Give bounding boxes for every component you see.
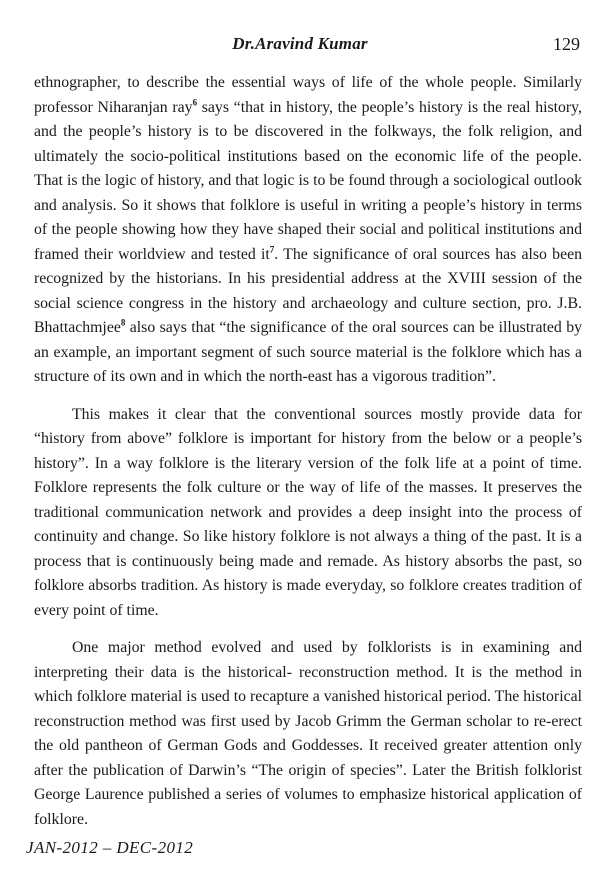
text-segment: also says that “the significance of the oral sources can be illustrated by an example, an important segment of such source material is the folklore which has a structure of its own and in which the north-east has a vigorous tradition”. bbox=[34, 319, 582, 385]
paragraph-3 bbox=[34, 636, 582, 832]
footnote-ref-7: 7 bbox=[269, 244, 275, 255]
footer-date-range: JAN-2012 – DEC-2012 bbox=[26, 838, 194, 857]
footnote-ref-6: 6 bbox=[192, 97, 198, 108]
text-segment: says “that in history, the people’s history is the real history, and the people’s history is to be discovered in the folkways, the folk religion, and ultimately the socio-political institutions based on the economic life of the people. That is the logic of history, and that logic is to be found through a sociological outlook and analysis. So it shows that folklore is useful in writing a people’s history in terms of the people showing how they have shaped their social and political institutions and framed their worldview and tested it bbox=[34, 98, 583, 263]
text-segment: ethnographer, to describe the essential ways of life of the whole people. Similarly professor Niharanjan ray bbox=[34, 74, 582, 116]
author-name: Dr.Aravind Kumar bbox=[232, 34, 368, 53]
page-number: 129 bbox=[553, 34, 580, 54]
text-segment: One major method evolved and used by folklorists is in examining and interpreting their data is the historical- reconstruction method. It is the method in which folklore material is used to recapture a vanished historical period. The historical reconstruction method was first used by Jacob Grimm the German scholar to re-erect the old pantheon of German Gods and Goddesses. It received greater attention only after the publication of Darwin’s “The origin of species”. Later the British folklorist George Laurence published a series of volumes to emphasize historical application of folklore. bbox=[34, 639, 582, 828]
footnote-ref-8: 8 bbox=[120, 317, 126, 328]
text-segment: . The significance of oral sources has also been recognized by the historians. In his presidential address at the XVIII session of the social science congress in the history and archaeology and culture section, pro. J.B. Bhattachmjee bbox=[34, 245, 582, 336]
running-head bbox=[0, 34, 600, 58]
paragraph-1 bbox=[34, 71, 582, 390]
body-text bbox=[34, 71, 582, 832]
text-segment: This makes it clear that the conventional sources mostly provide data for “history from above” folklore is important for history from the below or a people’s history”. In a way folklore is the literary version of the folk life at a point of time. Folklore represents the folk culture or the way of life of the masses. It preserves the traditional communication network and provides a deep insight into the process of continuity and change. So like history folklore is not always a thing of the past. It is a process that is continuously being made and remade. As history absorbs the past, so folklore absorbs tradition. As history is made everyday, so folklore creates tradition of every point of time. bbox=[34, 405, 582, 619]
paragraph-2 bbox=[34, 403, 582, 624]
